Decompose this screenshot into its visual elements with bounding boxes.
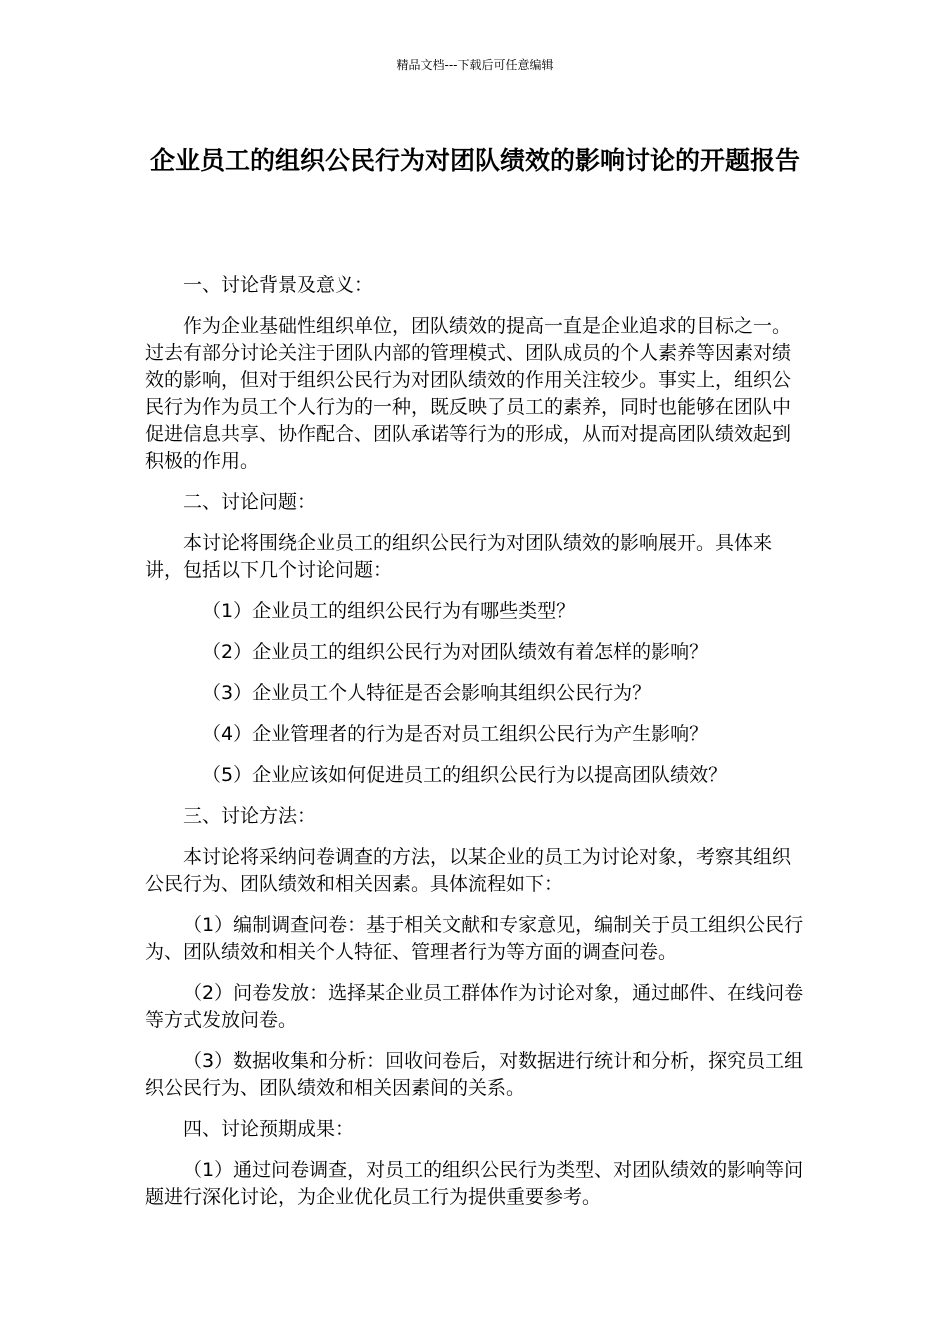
- outcome-item-1: （1）通过问卷调查，对员工的组织公民行为类型、对团队绩效的影响等问题进行深化讨论，为企业优化员工行为提供重要参考。: [145, 1159, 804, 1208]
- section-heading-methods: 三、讨论方法：: [183, 805, 317, 827]
- paragraph-questions: 本讨论将围绕企业员工的组织公民行为对团队绩效的影响展开。具体来讲，包括以下几个讨论问题：: [145, 532, 773, 581]
- question-item-3: （3）企业员工个人特征是否会影响其组织公民行为？: [202, 682, 652, 704]
- document-title: 企业员工的组织公民行为对团队绩效的影响讨论的开题报告: [149, 146, 800, 175]
- section-heading-background: 一、讨论背景及意义：: [183, 274, 374, 296]
- section-heading-questions: 二、讨论问题：: [183, 491, 317, 513]
- method-step-3: （3）数据收集和分析：回收问卷后，对数据进行统计和分析，探究员工组织公民行为、团队绩效和相关因素间的关系。: [145, 1050, 804, 1099]
- question-item-4: （4）企业管理者的行为是否对员工组织公民行为产生影响？: [202, 723, 709, 745]
- paragraph-methods: 本讨论将采纳问卷调查的方法，以某企业的员工为讨论对象，考察其组织公民行为、团队绩效和相关因素。具体流程如下：: [145, 846, 792, 895]
- section-heading-outcomes: 四、讨论预期成果：: [183, 1118, 355, 1140]
- question-item-1: （1）企业员工的组织公民行为有哪些类型？: [202, 600, 576, 622]
- document-body: [145, 272, 807, 1225]
- paragraph-background: 作为企业基础性组织单位，团队绩效的提高一直是企业追求的目标之一。过去有部分讨论关注于团队内部的管理模式、团队成员的个人素养等因素对绩效的影响，但对于组织公民行为对团队绩效的作用关注较少。事实上，组织公民行为作为员工个人行为的一种，既反映了员工的素养，同时也能够在团队中促进信息共享、协作配合、团队承诺等行为的形成，从而对提高团队绩效起到积极的作用。: [145, 315, 792, 472]
- method-step-2: （2）问卷发放：选择某企业员工群体作为讨论对象，通过邮件、在线问卷等方式发放问卷。: [145, 982, 804, 1031]
- method-step-1: （1）编制调查问卷：基于相关文献和专家意见，编制关于员工组织公民行为、团队绩效和相关个人特征、管理者行为等方面的调查问卷。: [145, 914, 804, 963]
- question-item-2: （2）企业员工的组织公民行为对团队绩效有着怎样的影响？: [202, 641, 709, 663]
- question-item-5: （5）企业应该如何促进员工的组织公民行为以提高团队绩效？: [202, 764, 728, 786]
- header-note: 精品文档---下载后可任意编辑: [396, 58, 554, 72]
